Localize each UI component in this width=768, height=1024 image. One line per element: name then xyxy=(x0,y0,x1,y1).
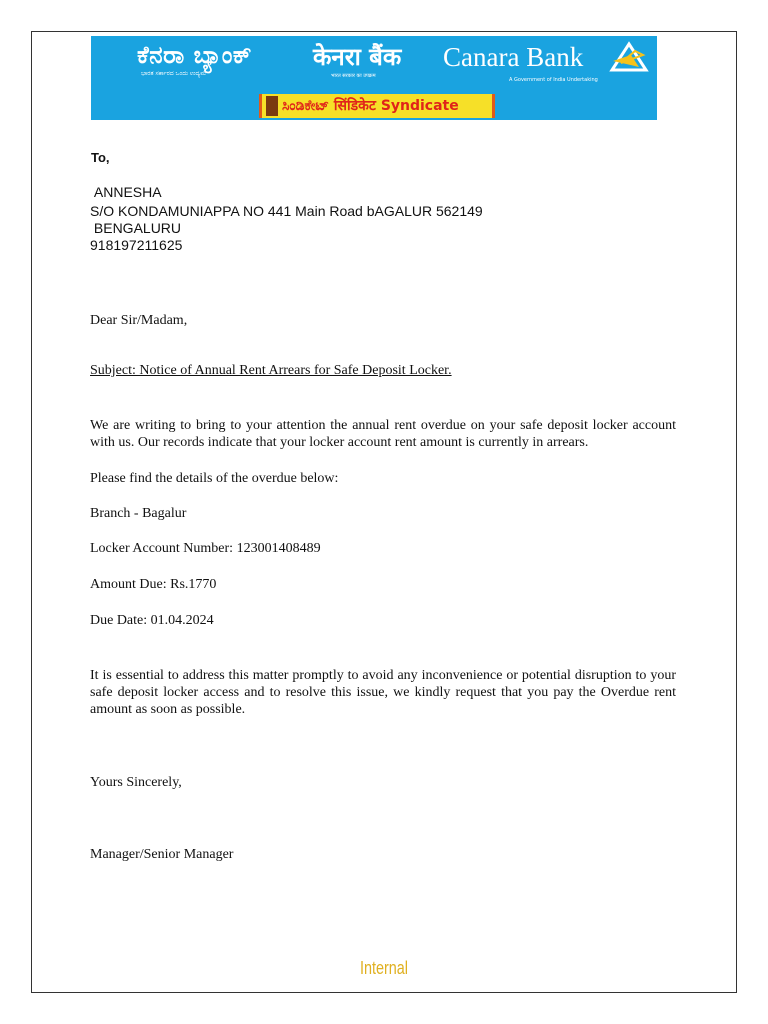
paragraph-request: It is essential to address this matter promptly to avoid any inconvenience or potential disruption to your safe deposit locker access and to resolve this issue, we kindly request that you pay the Overdue rent amount as soon as possible. xyxy=(90,668,676,717)
address-line-2: BENGALURU xyxy=(93,220,182,236)
branch-detail: Branch - Bagalur xyxy=(90,506,187,521)
phone-number: 918197211625 xyxy=(90,237,183,253)
locker-account-detail: Locker Account Number: 123001408489 xyxy=(90,541,321,556)
syndicate-logo-icon xyxy=(266,96,278,116)
syndicate-strip xyxy=(259,94,495,118)
classification-footer: Internal xyxy=(359,958,409,978)
canara-triangle-logo-icon xyxy=(609,41,649,73)
paragraph-details-intro: Please find the details of the overdue below: xyxy=(90,471,339,486)
address-line-1: S/O KONDAMUNIAPPA NO 441 Main Road bAGALUR 562149 xyxy=(90,203,483,219)
recipient-name: ANNESHA xyxy=(93,184,162,200)
english-tagline: A Government of India Undertaking xyxy=(509,77,598,83)
to-label: To, xyxy=(91,150,110,165)
english-bank-name: Canara Bank xyxy=(443,42,584,72)
bank-letterhead-banner xyxy=(91,36,657,120)
salutation: Dear Sir/Madam, xyxy=(90,313,188,328)
syndicate-label: ಸಿಂಡಿಕೇಟ್ सिंडिकेट Syndicate xyxy=(282,98,459,114)
due-date-detail: Due Date: 01.04.2024 xyxy=(90,613,214,628)
closing: Yours Sincerely, xyxy=(90,775,182,790)
kannada-bank-name: ಕೆನರಾ ಬ್ಯಾಂಕ್ xyxy=(137,40,253,69)
hindi-tagline: भारत सरकार का उपक्रम xyxy=(331,73,376,79)
amount-due-detail: Amount Due: Rs.1770 xyxy=(90,577,217,592)
kannada-tagline: ಭಾರತ ಸರ್ಕಾರದ ಒಂದು ಉದ್ಯಮ xyxy=(141,70,206,77)
hindi-bank-name: केनरा बैंक xyxy=(313,42,402,71)
subject-line: Subject: Notice of Annual Rent Arrears for Safe Deposit Locker. xyxy=(90,363,452,378)
paragraph-intro: We are writing to bring to your attention the annual rent overdue on your safe deposit locker account with us. Our records indicate that your locker account rent amount is currently in arrears. xyxy=(90,418,676,450)
signatory: Manager/Senior Manager xyxy=(90,847,234,862)
